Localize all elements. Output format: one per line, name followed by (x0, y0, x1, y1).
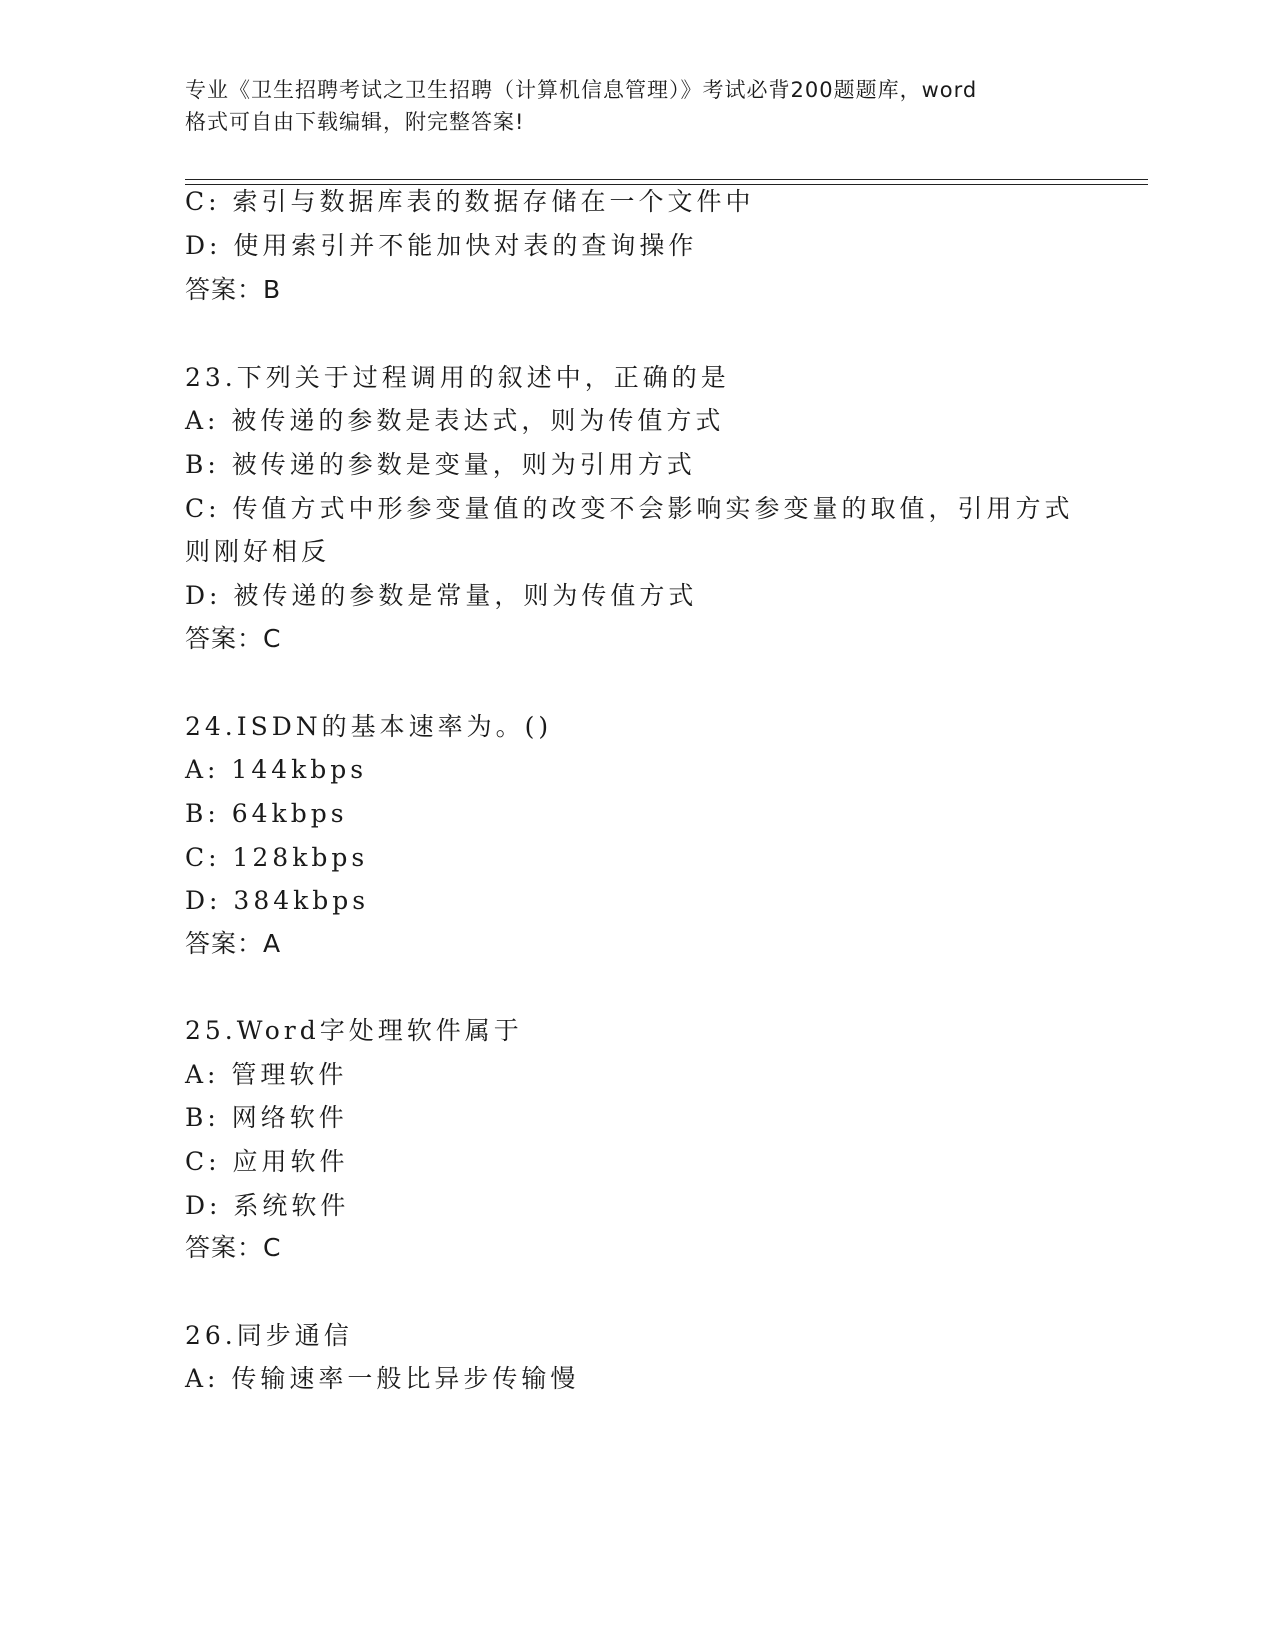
header-divider-top (185, 179, 1148, 180)
prev-question-option-d: D: 使用索引并不能加快对表的查询操作 (185, 231, 698, 260)
question-25-option-c: C: 应用软件 (185, 1147, 349, 1176)
header-line-1: 专业《卫生招聘考试之卫生招聘（计算机信息管理）》考试必背200题题库，word (185, 78, 978, 102)
question-25-stem: 25.Word字处理软件属于 (185, 1016, 523, 1045)
question-23-option-d: D: 被传递的参数是常量，则为传值方式 (185, 581, 698, 610)
question-25-option-a: A: 管理软件 (185, 1060, 348, 1089)
question-23-stem: 23.下列关于过程调用的叙述中，正确的是 (185, 363, 730, 392)
header-line-2: 格式可自由下载编辑，附完整答案! (185, 110, 525, 134)
question-24-stem: 24.ISDN的基本速率为。() (185, 712, 553, 741)
question-24-option-c: C: 128kbps (185, 843, 369, 872)
prev-question-option-c: C: 索引与数据库表的数据存储在一个文件中 (185, 187, 755, 216)
question-25-option-b: B: 网络软件 (185, 1103, 348, 1132)
question-25-answer: 答案：C (185, 1233, 282, 1262)
question-23-option-c-continued: 则刚好相反 (185, 537, 331, 566)
question-24-option-b: B: 64kbps (185, 799, 348, 828)
question-23-option-b: B: 被传递的参数是变量，则为引用方式 (185, 450, 696, 479)
question-24-answer: 答案：A (185, 929, 282, 958)
question-23-option-c: C: 传值方式中形参变量值的改变不会影响实参变量的取值，引用方式 (185, 494, 1074, 523)
question-26-stem: 26.同步通信 (185, 1321, 353, 1350)
document-header (185, 74, 1085, 138)
question-24-option-d: D: 384kbps (185, 886, 370, 915)
prev-question-answer: 答案：B (185, 275, 282, 304)
question-25-option-d: D: 系统软件 (185, 1191, 350, 1220)
header-divider-bottom (185, 184, 1148, 185)
question-26-option-a: A: 传输速率一般比异步传输慢 (185, 1364, 580, 1393)
question-23-option-a: A: 被传递的参数是表达式，则为传值方式 (185, 406, 725, 435)
question-24-option-a: A: 144kbps (185, 755, 368, 784)
question-23-answer: 答案：C (185, 624, 282, 653)
